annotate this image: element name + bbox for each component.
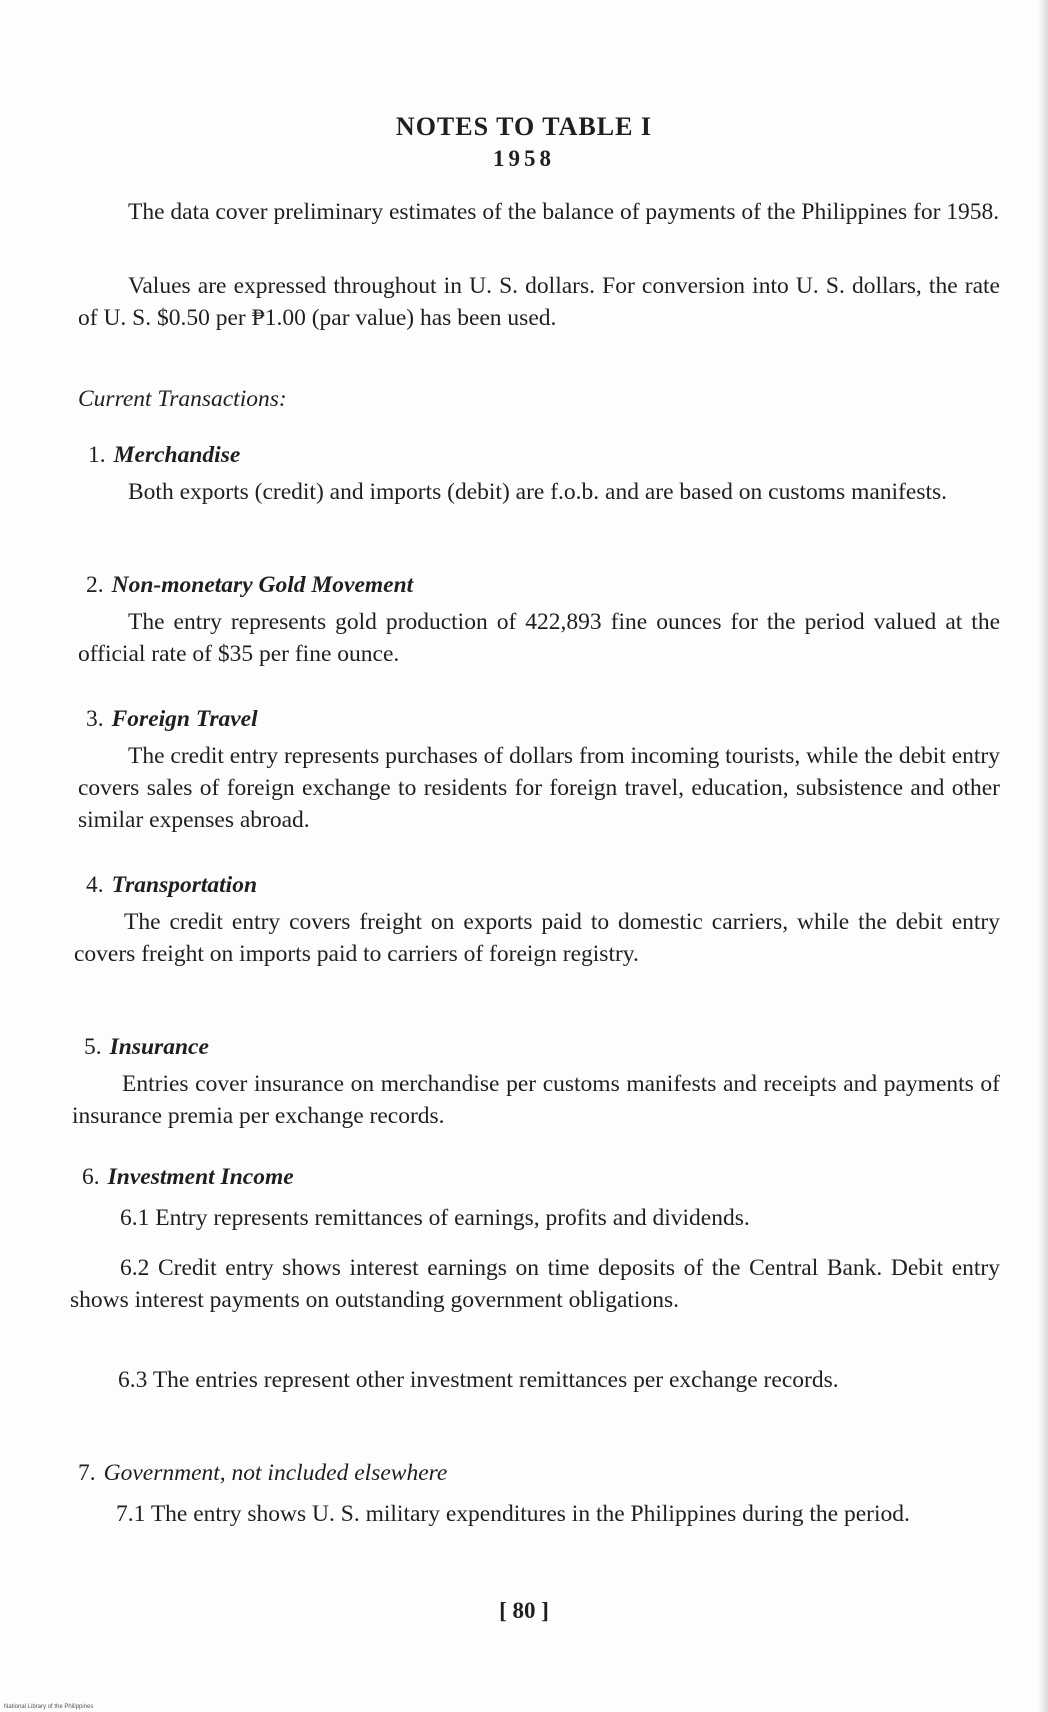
- section-2-text: The entry represents gold production of 422,893 fine ounces for the period valued at the official rate of $35 per fine ounce.: [78, 609, 1000, 667]
- section-5-text: Entries cover insurance on merchandise per customs manifests and receipts and payments of insurance premia per exchange records.: [72, 1071, 1000, 1129]
- section-7-number: 7.: [78, 1460, 96, 1486]
- section-1-number: 1.: [88, 442, 106, 468]
- section-5-heading: [84, 1034, 209, 1061]
- page-number: [ 80 ]: [499, 1598, 549, 1623]
- section-7-title: Government, not included elsewhere: [103, 1460, 448, 1486]
- section-4-title: Transportation: [111, 872, 258, 898]
- section-1-heading: [88, 442, 240, 469]
- library-footer-note: National Library of the Philippines: [4, 1704, 94, 1710]
- page-edge-shadow: [1038, 0, 1048, 1712]
- section-5-title: Insurance: [109, 1034, 209, 1060]
- section-4-number: 4.: [86, 872, 104, 898]
- section-6-heading: [82, 1164, 294, 1191]
- page-title: NOTES TO TABLE I: [395, 112, 653, 141]
- current-transactions-heading: Current Transactions:: [78, 386, 287, 412]
- intro-paragraph-2: Values are expressed throughout in U. S. dollars. For conversion into U. S. dollars, the rate of U. S. $0.50 per ₱1.00 (par value) has been used.: [78, 273, 1000, 331]
- section-2-title: Non-monetary Gold Movement: [111, 572, 414, 598]
- section-6-2-text: 6.2 Credit entry shows interest earnings on time deposits of the Central Bank. Debit entry shows interest payments on outstanding government obligations.: [70, 1255, 1000, 1313]
- intro-paragraph-1: The data cover preliminary estimates of the balance of payments of the Philippines for 1958.: [128, 199, 1000, 225]
- section-7-heading: [78, 1460, 447, 1487]
- section-2-number: 2.: [86, 572, 104, 598]
- section-3-heading: [86, 706, 258, 733]
- section-1-title: Merchandise: [113, 442, 241, 468]
- section-2-heading: [86, 572, 413, 599]
- section-5-number: 5.: [84, 1034, 102, 1060]
- section-6-number: 6.: [82, 1164, 100, 1190]
- section-3-title: Foreign Travel: [111, 706, 258, 732]
- section-6-title: Investment Income: [107, 1164, 294, 1190]
- section-3-number: 3.: [86, 706, 104, 732]
- section-4-text: The credit entry covers freight on exports paid to domestic carriers, while the debit entry covers freight on imports paid to carriers of foreign registry.: [74, 909, 1000, 967]
- section-3-text: The credit entry represents purchases of dollars from incoming tourists, while the debit entry covers sales of foreign exchange to residents for foreign travel, education, subsistence and other similar expenses abroad.: [78, 743, 1000, 833]
- page-year: 1958: [493, 146, 555, 171]
- section-1-text: Both exports (credit) and imports (debit) are f.o.b. and are based on customs manifests.: [128, 479, 948, 505]
- section-7-1-text: 7.1 The entry shows U. S. military expenditures in the Philippines during the period.: [116, 1501, 910, 1527]
- section-4-heading: [86, 872, 257, 899]
- section-6-1-text: 6.1 Entry represents remittances of earnings, profits and dividends.: [120, 1205, 750, 1231]
- section-6-3-text: 6.3 The entries represent other investment remittances per exchange records.: [118, 1367, 839, 1393]
